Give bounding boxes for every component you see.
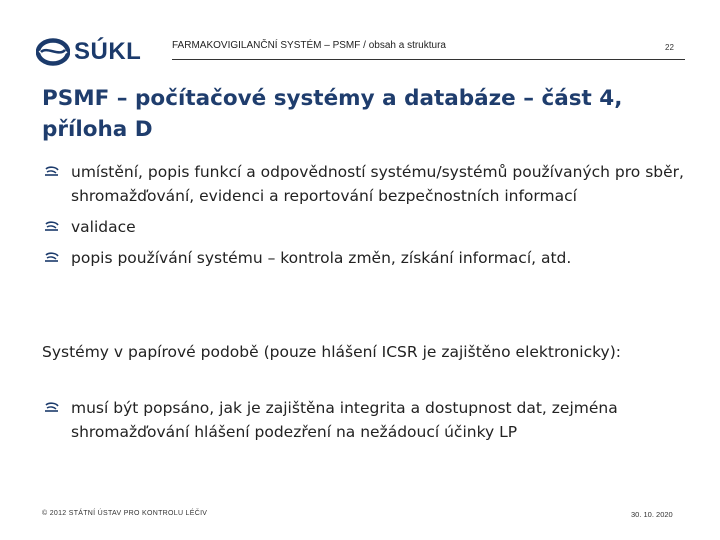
logo-text: SÚKL bbox=[74, 38, 142, 65]
footer-copyright: © 2012 STÁTNÍ ÚSTAV PRO KONTROLU LÉČIV bbox=[42, 510, 208, 517]
bullet-list-systems bbox=[44, 160, 684, 277]
header-text: FARMAKOVIGILANČNÍ SYSTÉM – PSMF / obsah a struktura bbox=[172, 40, 446, 51]
bullet-text: musí být popsáno, jak je zajištěna integrita a dostupnost dat, zejména shromažďování hlášení podezření na nežádoucí účinky LP bbox=[71, 399, 618, 441]
bullet-text: popis používání systému – kontrola změn, získání informací, atd. bbox=[71, 249, 572, 267]
sukl-logo-icon bbox=[36, 38, 70, 66]
bullet-swirl-icon bbox=[44, 166, 60, 178]
bullet-swirl-icon bbox=[44, 221, 60, 233]
header-rule bbox=[172, 59, 685, 60]
bullet-item bbox=[44, 246, 684, 270]
paper-systems-paragraph: Systémy v papírové podobě (pouze hlášení ICSR je zajištěno elektronicky): bbox=[42, 343, 622, 361]
bullet-item bbox=[44, 396, 684, 444]
bullet-swirl-icon bbox=[44, 402, 60, 414]
bullet-item bbox=[44, 215, 684, 239]
sukl-logo bbox=[36, 34, 156, 70]
bullet-swirl-icon bbox=[44, 252, 60, 264]
bullet-item bbox=[44, 160, 684, 208]
bullet-text: umístění, popis funkcí a odpovědností systému/systémů používaných pro sběr, shromažďování, evidenci a reportování bezpečnostních informací bbox=[71, 163, 684, 205]
page-number: 22 bbox=[665, 43, 674, 52]
slide-title: PSMF – počítačové systémy a databáze – část 4, příloha D bbox=[42, 86, 623, 142]
bullet-text: validace bbox=[71, 218, 136, 236]
bullet-list-paper bbox=[44, 396, 684, 444]
footer-date: 30. 10. 2020 bbox=[631, 510, 673, 519]
